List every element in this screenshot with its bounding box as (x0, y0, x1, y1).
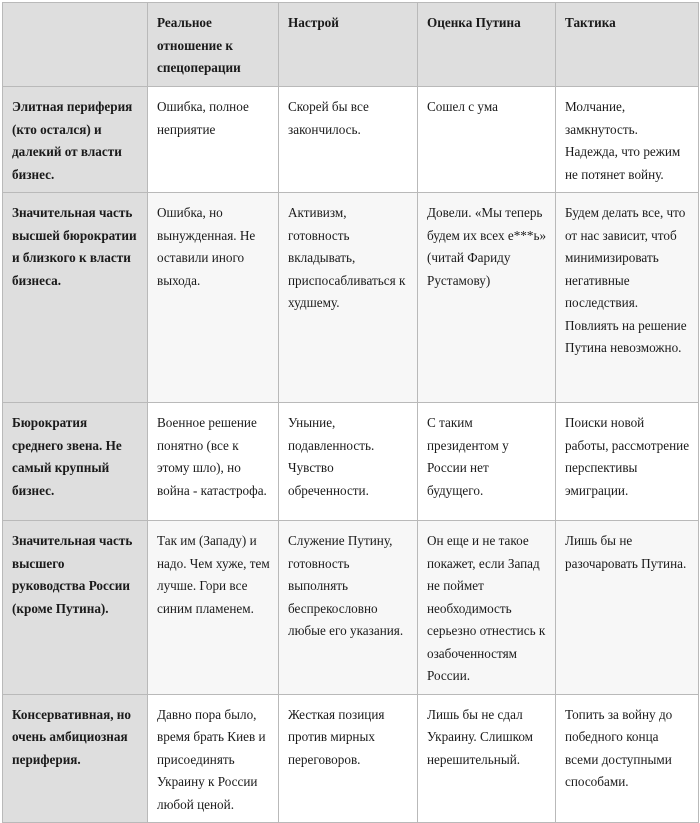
cell-tactics: Лишь бы не разочаровать Путина. (556, 521, 699, 695)
cell-tactics: Поиски новой работы, рассмотрение перспективы эмиграции. (556, 403, 699, 521)
row-group-label: Значительная часть высшей бюрократии и близкого к власти бизнеса. (3, 193, 148, 403)
cell-real-attitude: Так им (Западу) и надо. Чем хуже, тем лучше. Гори все синим пламенем. (148, 521, 279, 695)
cell-real-attitude: Ошибка, но вынужденная. Не оставили иного выхода. (148, 193, 279, 403)
cell-putin-assessment: Лишь бы не сдал Украину. Слишком нерешительный. (418, 694, 556, 823)
header-real-attitude: Реальное отношение к спецоперации (148, 3, 279, 87)
table-header (3, 3, 699, 87)
cell-putin-assessment: Довели. «Мы теперь будем их всех е***ь» (читай Фариду Рустамову) (418, 193, 556, 403)
table-row (3, 87, 699, 193)
cell-mood: Уныние, подавленность. Чувство обреченности. (279, 403, 418, 521)
cell-real-attitude: Давно пора было, время брать Киев и присоединять Украину к России любой ценой. (148, 694, 279, 823)
cell-tactics: Будем делать все, что от нас зависит, чтоб минимизировать негативные последствия. Повлиять на решение Путина невозможно. (556, 193, 699, 403)
row-group-label: Значительная часть высшего руководства России (кроме Путина). (3, 521, 148, 695)
row-group-label: Бюрократия среднего звена. Не самый крупный бизнес. (3, 403, 148, 521)
cell-mood: Скорей бы все закончилось. (279, 87, 418, 193)
cell-mood: Жесткая позиция против мирных переговоров. (279, 694, 418, 823)
elite-attitudes-table (2, 2, 699, 823)
header-corner-cell (3, 3, 148, 87)
table-body (3, 87, 699, 823)
header-putin-assessment: Оценка Путина (418, 3, 556, 87)
row-group-label: Консервативная, но очень амбициозная периферия. (3, 694, 148, 823)
table-row (3, 694, 699, 823)
cell-real-attitude: Военное решение понятно (все к этому шло), но война - катастрофа. (148, 403, 279, 521)
cell-putin-assessment: Он еще и не такое покажет, если Запад не поймет необходимость серьезно отнестись к озабоченностям России. (418, 521, 556, 695)
cell-putin-assessment: Сошел с ума (418, 87, 556, 193)
header-mood: Настрой (279, 3, 418, 87)
cell-mood: Активизм, готовность вкладывать, приспосабливаться к худшему. (279, 193, 418, 403)
cell-mood: Служение Путину, готовность выполнять беспрекословно любые его указания. (279, 521, 418, 695)
header-row (3, 3, 699, 87)
cell-putin-assessment: С таким президентом у России нет будущего. (418, 403, 556, 521)
table-row (3, 193, 699, 403)
table-row (3, 403, 699, 521)
cell-real-attitude: Ошибка, полное неприятие (148, 87, 279, 193)
table-row (3, 521, 699, 695)
cell-tactics: Топить за войну до победного конца всеми доступными способами. (556, 694, 699, 823)
row-group-label: Элитная периферия (кто остался) и далекий от власти бизнес. (3, 87, 148, 193)
cell-tactics: Молчание, замкнутость. Надежда, что режим не потянет войну. (556, 87, 699, 193)
header-tactics: Тактика (556, 3, 699, 87)
